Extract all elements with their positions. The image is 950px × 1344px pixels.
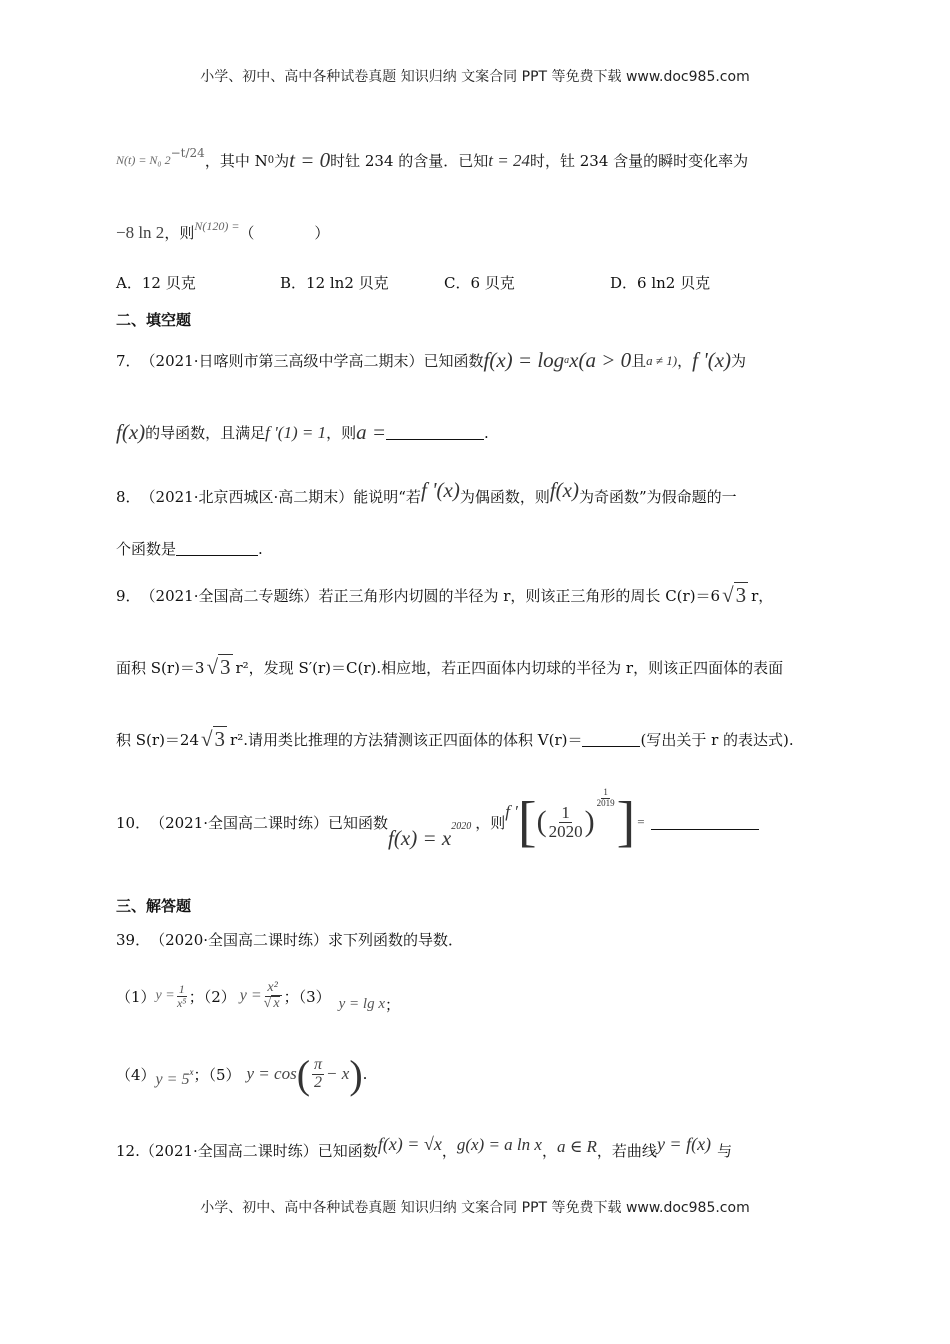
q6-t24: t = 24 — [488, 150, 530, 170]
q12-g: g(x) = a ln x — [456, 1134, 542, 1154]
q39-y5: y = cos — [246, 1064, 297, 1083]
q39-p4: （4） — [116, 1065, 156, 1084]
q9-line1 — [116, 582, 773, 608]
q9-line1b: r， — [751, 586, 774, 605]
q9-line3b: r².请用类比推理的方法猜测该正四面体的体积 V(r)＝ — [230, 730, 583, 749]
q6-option-c: C．6 贝克 — [444, 274, 515, 292]
q10-func: f(x) = x — [388, 825, 452, 850]
q7-end: . — [484, 423, 489, 442]
q9-sqrt3-2: 3 — [220, 655, 231, 679]
q10-answer-blank[interactable] — [651, 815, 759, 830]
q6-text2: 为 — [274, 152, 290, 170]
q7-func: f(x) = log — [483, 348, 565, 372]
q39-number: 39． — [116, 931, 151, 949]
q10-exp: 2020 — [451, 820, 472, 832]
q12-number: 12. — [116, 1141, 140, 1160]
q39-sep3: ； — [384, 995, 400, 1014]
q39-sep2: ；（3） — [283, 987, 331, 1006]
q6-formula: N(t) = N₀ 2 — [116, 153, 171, 167]
q7-line1 — [116, 348, 746, 373]
q6-paren: （ ） — [239, 224, 330, 242]
q10-right-bracket: ] — [616, 791, 636, 853]
q8-line2 — [116, 538, 263, 559]
q39-y5-left-paren: ( — [296, 1051, 311, 1097]
q39-text: （2020·全国高二课时练）求下列函数的导数． — [150, 931, 464, 949]
q8-answer-blank[interactable] — [176, 541, 258, 556]
q39-y2-frac — [264, 981, 282, 1011]
q6-text1: ，其中 N — [204, 152, 268, 170]
q12-text: ，若曲线 — [596, 1142, 657, 1160]
q39-sep4: ；（5） — [193, 1065, 241, 1084]
q10-fprime: f ′ — [505, 802, 518, 821]
q7-comma: ， — [677, 352, 693, 370]
q39-y5-minus: − x — [326, 1064, 350, 1083]
section-fill-in-title: 二、填空题 — [116, 311, 192, 329]
q10-outer-den: 2019 — [596, 797, 615, 808]
q7-neq: a ≠ 1) — [646, 352, 678, 368]
q39-y3: y = lg x — [338, 995, 385, 1012]
q12-source: （2021·全国高二课时练）已知函数 — [139, 1142, 378, 1160]
q8-number: 8． — [116, 488, 141, 506]
q10-source: （2021·全国高二课时练）已知函数 — [150, 813, 389, 832]
q9-sqrt-sign-3: √ — [201, 726, 213, 751]
q10-fraction — [549, 804, 583, 841]
q10-outer-exponent — [597, 788, 615, 808]
q39-y5-num: π — [314, 1055, 323, 1073]
q39-y2-den: x — [273, 995, 280, 1011]
q10-right-paren: ) — [584, 805, 595, 838]
q6-option-b: B．12 ln2 贝克 — [280, 274, 389, 292]
q39-row1 — [116, 966, 400, 1026]
q39-end: . — [362, 1065, 368, 1083]
q39-y4-exp: x — [189, 1067, 194, 1077]
q6-text4: 时，钍 234 含量的瞬时变化率为 — [530, 152, 749, 170]
q6-line1 — [116, 145, 749, 173]
q9-sqrt-sign-2: √ — [206, 654, 218, 679]
q6-text3: 时钍 234 的含量．已知 — [330, 152, 489, 170]
q39-intro — [116, 929, 463, 950]
q9-line1a: （2021·全国高二专题练）若正三角形内切圆的半径为 r，则该正三角形的周长 C(r)＝6 — [140, 586, 721, 605]
q39-y5-frac — [312, 1057, 324, 1092]
q10-outer-num: 1 — [603, 787, 608, 798]
q7-deriv: f '(x) — [692, 348, 732, 372]
q10-frac-den: 2020 — [548, 821, 583, 841]
q39-y1-num: 1 — [178, 981, 185, 996]
q7-is: 为 — [731, 352, 747, 370]
q6-option-a: A．12 贝克 — [116, 274, 196, 292]
q9-answer-blank[interactable] — [582, 732, 640, 747]
q7-line2 — [116, 420, 489, 445]
q12-aR: a ∈ R — [556, 1136, 597, 1156]
q7-source: （2021·日喀则市第三高级中学高二期末）已知函数 — [140, 352, 484, 370]
q6-t0: t = 0 — [289, 148, 331, 172]
q10-text1: ，则 — [475, 813, 506, 832]
q10-left-bracket: [ — [517, 791, 537, 853]
q8-end: . — [258, 539, 263, 558]
q8-text1: 为偶函数，则 — [459, 488, 550, 506]
section-answer-title: 三、解答题 — [116, 897, 192, 915]
q39-p1: （1） — [116, 987, 156, 1006]
q6-text5: ，则 — [164, 224, 195, 242]
q6-sub0: 0 — [267, 155, 275, 166]
q7-base: a — [564, 355, 570, 366]
q39-y2-sqrt-sign: √ — [263, 995, 272, 1011]
q12-with: 与 — [717, 1142, 733, 1160]
q6-option-d: D．6 ln2 贝克 — [610, 274, 711, 292]
q9-sqrt3-1: 3 — [735, 583, 747, 607]
q10-eq: = — [637, 814, 645, 829]
q12-c1: ， — [441, 1142, 457, 1160]
q12-curve: y = f(x) — [656, 1134, 712, 1154]
q39-y2: y = — [239, 987, 262, 1004]
q9-sqrt-sign-1: √ — [722, 582, 734, 607]
q7-cond: x(a > 0 — [569, 348, 632, 372]
q6-rate: −8 ln 2 — [116, 222, 165, 242]
q39-y1: y = — [155, 988, 175, 1003]
q9-line2 — [116, 654, 783, 680]
q39-y1-frac — [177, 983, 187, 1009]
q7-text3: ，则 — [326, 424, 357, 442]
q6-exponent: −t/24 — [170, 145, 205, 160]
q7-fx: f(x) — [116, 420, 146, 444]
q9-number: 9． — [116, 586, 141, 605]
q9-line3a: 积 S(r)＝24 — [116, 730, 200, 749]
q39-row2 — [116, 1046, 367, 1102]
q10-number: 10． — [116, 813, 151, 832]
q7-cond2: f '(1) = 1 — [265, 422, 327, 442]
q8-line1 — [116, 478, 737, 509]
q9-line2b: r²，发现 S′(r)＝C(r).相应地，若正四面体内切球的半径为 r，则该正四面体的表面 — [235, 658, 784, 677]
q9-line3c: (写出关于 r 的表达式). — [640, 730, 794, 749]
q39-y1-den: x⁵ — [176, 995, 187, 1010]
q7-number: 7． — [116, 352, 141, 370]
q12-line1 — [116, 1134, 733, 1161]
q10-left-paren: ( — [536, 805, 547, 838]
q7-text2: 的导函数，且满足 — [145, 424, 266, 442]
q10-frac-num: 1 — [561, 802, 570, 822]
q39-y5-den: 2 — [314, 1073, 323, 1091]
q8-deriv: f '(x) — [420, 478, 460, 502]
q39-y4: y = 5 — [155, 1071, 190, 1088]
q6-line2 — [116, 219, 330, 243]
q7-aeq: a = — [356, 420, 387, 444]
q9-sqrt3-3: 3 — [214, 727, 226, 751]
q8-line2-text: 个函数是 — [116, 540, 177, 558]
q8-fx: f(x) — [549, 478, 579, 502]
q12-c2: ， — [541, 1142, 557, 1160]
q7-and: 且 — [631, 352, 647, 370]
q39-sep1: ；（2） — [188, 987, 236, 1006]
q9-line2a: 面积 S(r)＝3 — [116, 658, 205, 677]
q12-f: f(x) = √x — [377, 1134, 442, 1154]
q39-y2-den-wrap — [264, 997, 282, 1012]
q8-source: （2021·北京西城区·高二期末）能说明“若 — [140, 488, 421, 506]
page-header: 小学、初中、高中各种试卷真题 知识归纳 文案合同 PPT 等免费下载 www.doc985.com — [200, 69, 750, 85]
q10-line — [116, 784, 759, 860]
page-footer: 小学、初中、高中各种试卷真题 知识归纳 文案合同 PPT 等免费下载 www.doc985.com — [200, 1200, 750, 1216]
q39-y5-right-paren: ) — [349, 1051, 363, 1097]
q9-line3 — [116, 726, 794, 752]
q6-n120: N(120) = — [194, 219, 240, 233]
q39-y2-num: x² — [267, 979, 278, 995]
q8-text2: 为奇函数”为假命题的一 — [579, 488, 737, 506]
q7-answer-blank[interactable] — [386, 425, 484, 440]
